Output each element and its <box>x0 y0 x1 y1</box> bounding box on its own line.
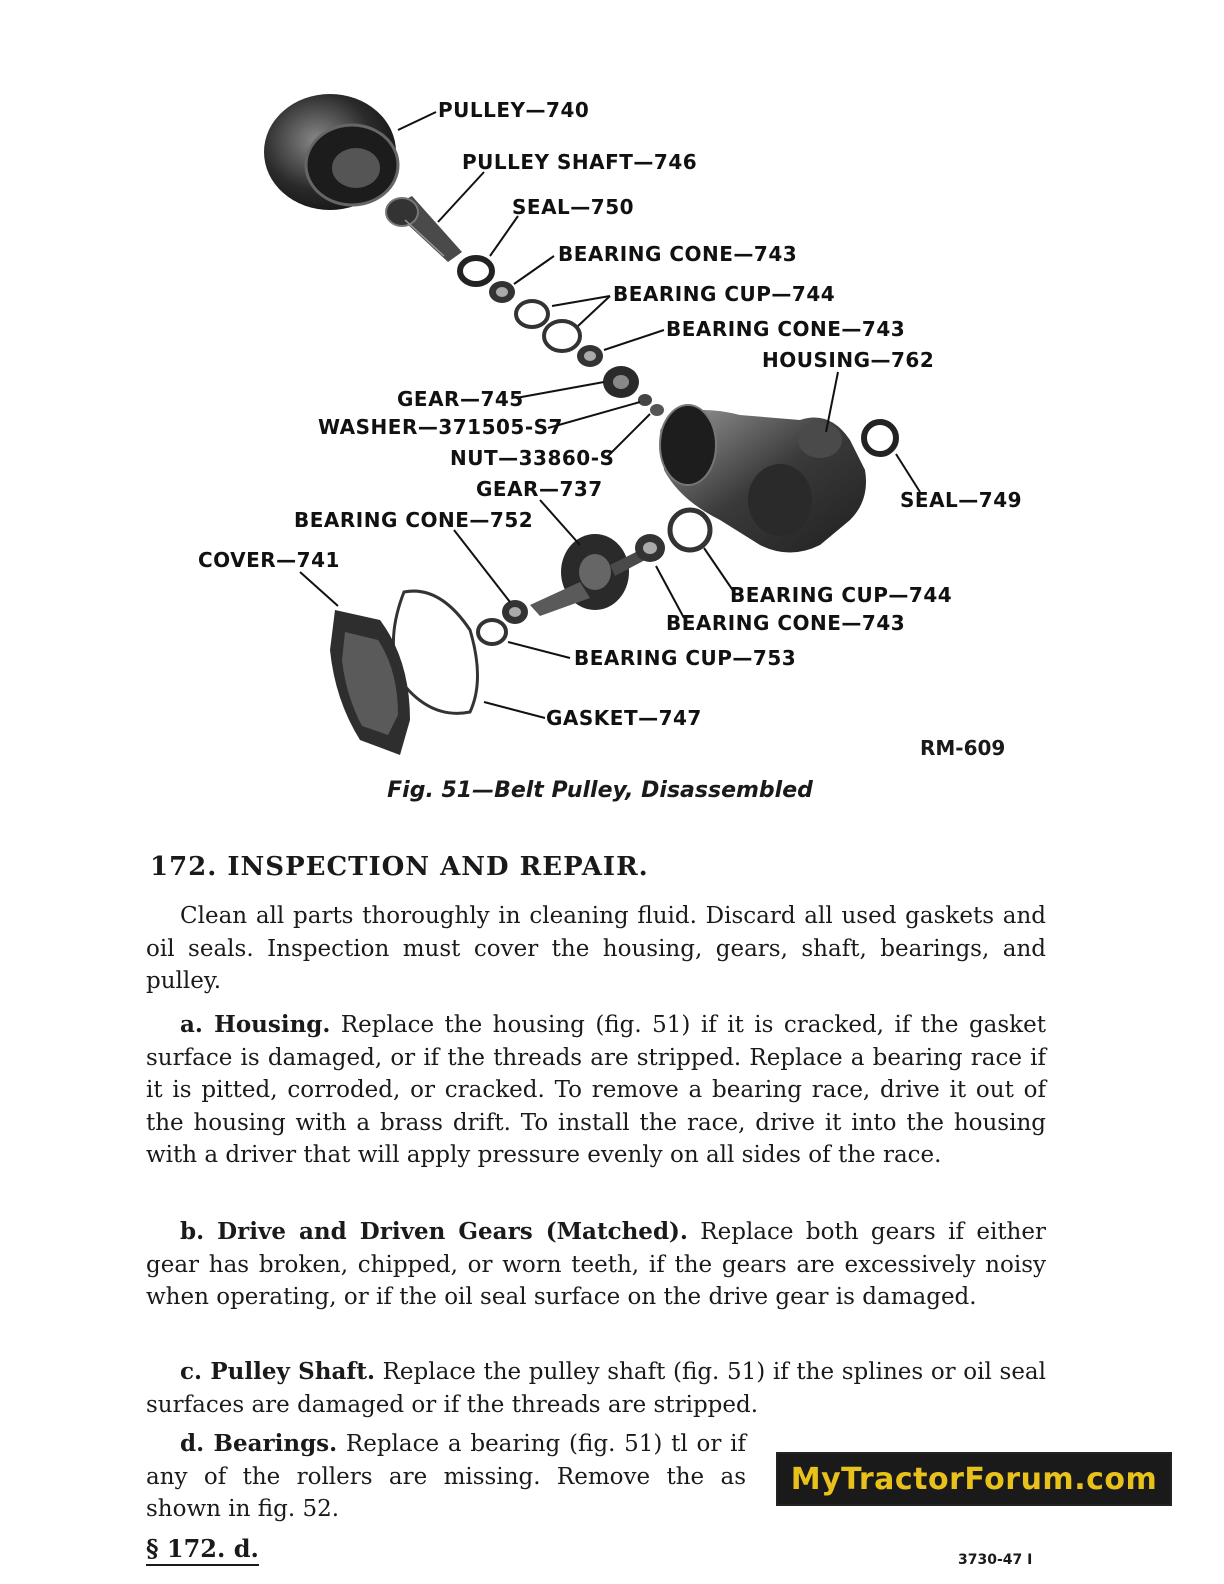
section-reference: § 172. d. <box>146 1534 259 1566</box>
callout-gear-737: GEAR—737 <box>476 477 603 501</box>
cover-drawing <box>330 610 410 755</box>
intro-text: Clean all parts thoroughly in cleaning fluid. Discard all used gaskets and oil seals. Inspection must cover the housing, gears, shaft, bearings, and pulley. <box>146 903 1046 994</box>
callout-bearing-cone-743-a: BEARING CONE—743 <box>558 242 798 266</box>
figure-id: RM-609 <box>920 736 1006 760</box>
callout-cover: COVER—741 <box>198 548 340 572</box>
intro-paragraph <box>146 900 1046 998</box>
callout-seal-750: SEAL—750 <box>512 195 635 219</box>
seal-750-drawing <box>460 258 492 284</box>
callout-bearing-cup-744-b: BEARING CUP—744 <box>730 583 953 607</box>
callout-bearing-cup-753: BEARING CUP—753 <box>574 646 797 670</box>
figure-caption: Fig. 51—Belt Pulley, Disassembled <box>387 778 813 803</box>
callout-bearing-cone-743-c: BEARING CONE—743 <box>666 611 906 635</box>
item-text: Replace the pulley shaft (fig. 51) if the splines or oil seal surfaces are damaged or if the threads are stripped. <box>146 1359 1046 1418</box>
item-text: Replace a bearing (fig. 51) tl or if any of the rollers are missing. Remove the as shown in fig. 52. <box>146 1431 746 1522</box>
callout-housing: HOUSING—762 <box>762 348 935 372</box>
callout-pulley-shaft: PULLEY SHAFT—746 <box>462 150 698 174</box>
forum-watermark: MyTractorForum.com <box>776 1452 1172 1506</box>
pulley-shaft-drawing <box>386 196 462 262</box>
paragraph-gears <box>146 1216 1046 1314</box>
callout-pulley: PULLEY—740 <box>438 98 590 122</box>
exploded-parts-figure <box>0 0 1224 770</box>
page-code: 3730-47 I <box>958 1552 1033 1568</box>
gear-745-drawing <box>603 366 664 416</box>
callout-seal-749: SEAL—749 <box>900 488 1023 512</box>
upper-bearings-drawing <box>489 281 603 367</box>
callout-gasket: GASKET—747 <box>546 706 702 730</box>
callout-bearing-cone-752: BEARING CONE—752 <box>294 508 534 532</box>
item-label: d. Bearings. <box>180 1430 338 1457</box>
pulley-drawing <box>264 94 398 210</box>
housing-drawing <box>660 405 866 553</box>
callout-bearing-cup-744-a: BEARING CUP—744 <box>613 282 836 306</box>
paragraph-bearings <box>146 1428 746 1526</box>
section-title: 172. INSPECTION AND REPAIR. <box>150 852 649 882</box>
item-label: b. Drive and Driven Gears (Matched). <box>180 1218 688 1245</box>
seal-749-drawing <box>864 422 896 454</box>
callout-bearing-cone-743-b: BEARING CONE—743 <box>666 317 906 341</box>
callout-washer: WASHER—371505-S7 <box>318 415 563 439</box>
paragraph-housing <box>146 1009 1046 1172</box>
gear-737-drawing <box>530 534 645 616</box>
callout-gear-745: GEAR—745 <box>397 387 524 411</box>
item-text: Replace the housing (fig. 51) if it is cracked, if the gasket surface is damaged, or if the threads are stripped. Replace a bearing race if it is pitted, corroded, or cracked. To remove a bearing race, drive it out of the housing with a brass drift. To install the race, drive it into the housing with a driver that will apply pressure evenly on all sides of the race. <box>146 1012 1046 1168</box>
item-text: Replace both gears if either gear has broken, chipped, or worn teeth, if the gears are excessively noisy when operating, or if the oil seal surface on the drive gear is damaged. <box>146 1219 1046 1310</box>
item-label: a. Housing. <box>180 1011 331 1038</box>
paragraph-pulley-shaft <box>146 1356 1046 1421</box>
callout-nut: NUT—33860-S <box>450 446 615 470</box>
item-label: c. Pulley Shaft. <box>180 1358 375 1385</box>
